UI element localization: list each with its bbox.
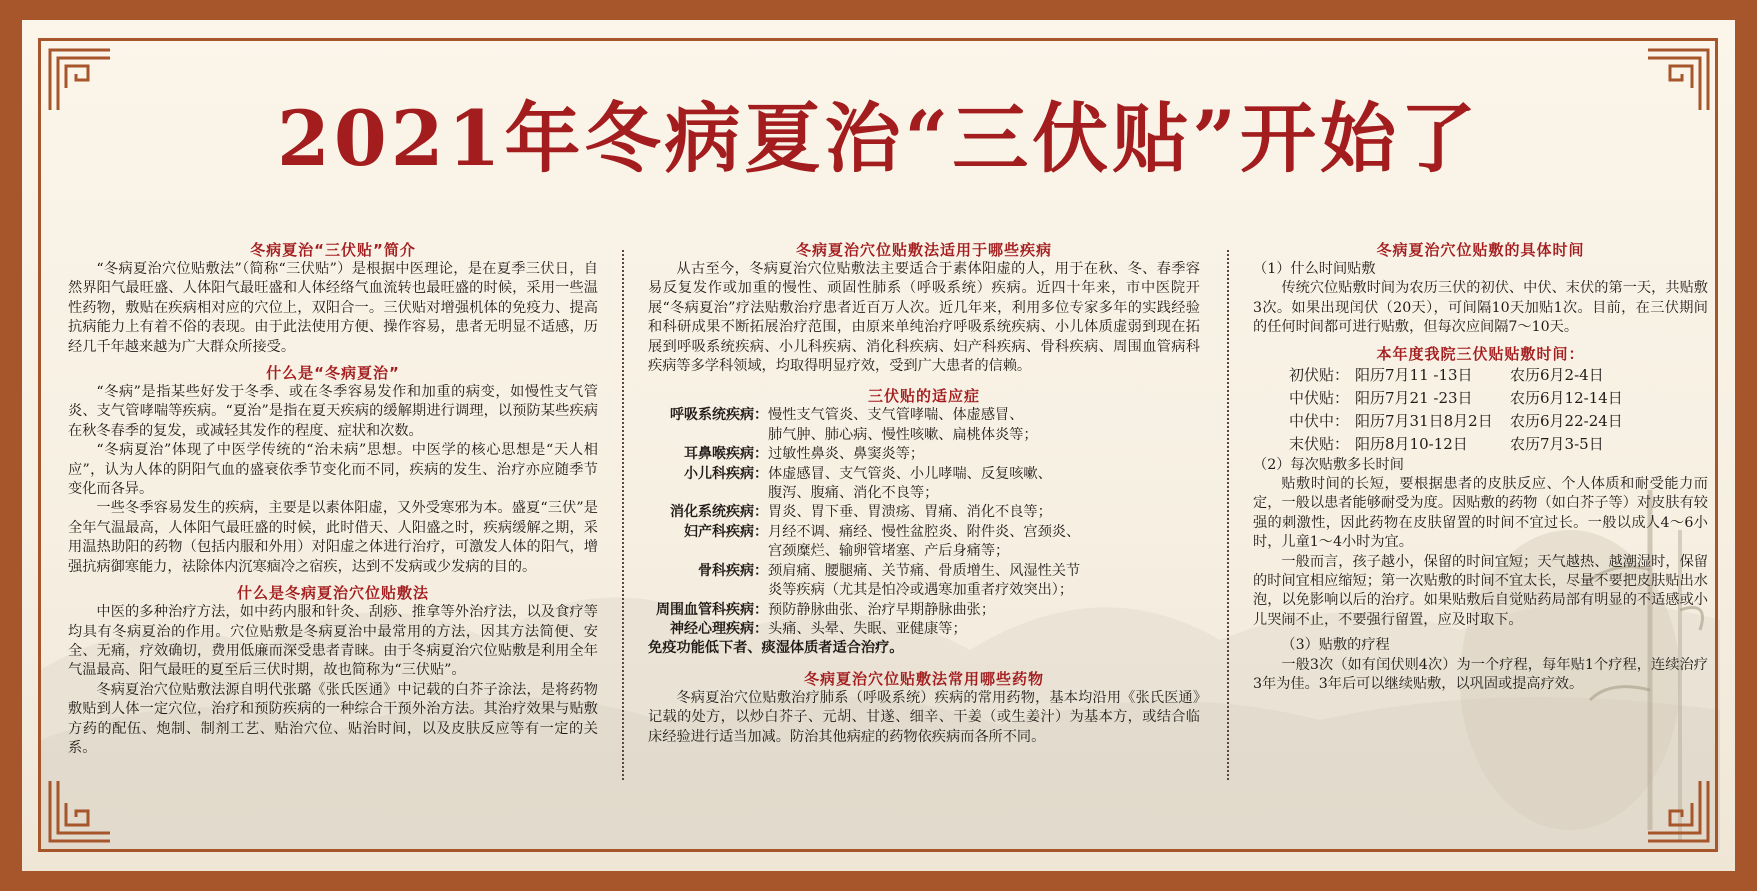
paragraph: “冬病夏治”体现了中医学传统的“治未病”思想。中医学的核心思想是“天人相应”，认为人体的阴阳气血的盛衰依季节变化而不同，疾病的发生、治疗亦应随季节变化而各异。 — [68, 442, 598, 498]
section-heading: 冬病夏治“三伏贴”简介 — [250, 241, 416, 259]
schedule-name: 中伏贴： — [1288, 388, 1349, 407]
schedule-solar: 阳历7月31日8月2日 — [1355, 411, 1493, 430]
schedule-name: 中伏中： — [1288, 411, 1349, 430]
indication-row — [648, 406, 1200, 425]
indication-text: 慢性支气管炎、支气管哮喘、体虚感冒、 — [768, 407, 1024, 424]
indication-label: 妇产科疾病： — [684, 523, 768, 540]
indication-text: 过敏性鼻炎、鼻窦炎等； — [768, 446, 925, 463]
paragraph: “冬病夏治穴位贴敷法”（简称“三伏贴”）是根据中医理论，是在夏季三伏日，自然界阳气最旺盛、人体阳气最旺盛和人体经络气血流转也最旺盛的时候，采用一些温性药物，敷贴在疾病相对应的穴位上，双阳合一。三伏贴对增强机体的免疫力、提高抗病能力上有着不俗的表现。由于此法使用方便、操作容易，患者无明显不适感，历经几千年越来越为广大群众所接受。 — [68, 261, 598, 355]
subheading: （3）贴敷的疗程 — [1281, 637, 1390, 654]
schedule-lunar: 农历7月3-5日 — [1510, 434, 1604, 453]
schedule-lunar: 农历6月22-24日 — [1510, 411, 1623, 430]
paragraph: 贴敷时间的长短，要根据患者的皮肤反应、个人体质和耐受能力而定，一般以患者能够耐受为度。因贴敷的药物（如白芥子等）对皮肤有较强的刺激性，因此药物在皮肤留置的时间不宜过长。一般以成人4～6小时，儿童1～4小时为宜。 — [1253, 476, 1708, 551]
schedule-solar: 阳历8月10-12日 — [1355, 434, 1468, 453]
schedule-row — [1253, 364, 1708, 387]
indication-text: 胃炎、胃下垂、胃溃疡、胃痛、消化不良等； — [768, 504, 1052, 521]
column-divider-right — [1227, 250, 1229, 780]
indication-row — [648, 523, 1200, 542]
section-heading: 什么是“冬病夏治” — [266, 364, 400, 383]
indication-row — [648, 620, 1200, 639]
indication-label: 小儿科疾病： — [684, 465, 768, 482]
schedule-row — [1253, 387, 1708, 410]
subheading: （2）每次贴敷多长时间 — [1253, 456, 1404, 473]
indication-note: 免疫功能低下者、痰湿体质者适合治疗。 — [648, 640, 904, 657]
indication-row — [648, 465, 1200, 484]
indication-list — [648, 406, 1200, 639]
indication-label: 骨科疾病： — [698, 562, 768, 579]
corner-ornament-bottom-left — [48, 779, 112, 843]
schedule-solar: 阳历7月11 -13日 — [1355, 365, 1473, 384]
subheading: （1）什么时间贴敷 — [1253, 261, 1376, 277]
paragraph: 一般3次（如有闰伏则4次）为一个疗程，每年贴1个疗程，连续治疗3年为佳。3年后可以继续贴敷，以巩固或提高疗效。 — [1253, 656, 1708, 693]
paragraph: “冬病”是指某些好发于冬季、或在冬季容易发作和加重的病变，如慢性支气管炎、支气管哮喘等疾病。“夏治”是指在夏天疾病的缓解期进行调理，以预防某些疾病在秋冬春季的复发，或减轻其发作的程度、症状和次数。 — [68, 384, 598, 439]
section-heading: 什么是冬病夏治穴位贴敷法 — [236, 584, 429, 603]
section-heading: 本年度我院三伏贴贴敷时间： — [1376, 344, 1585, 363]
corner-ornament-bottom-right — [1646, 779, 1710, 843]
indication-row — [648, 426, 1200, 445]
schedule-table — [1253, 364, 1708, 456]
indication-text: 肺气肿、肺心病、慢性咳嗽、扁桃体炎等； — [768, 426, 1038, 443]
paragraph: 传统穴位贴敷时间为农历三伏的初伏、中伏、末伏的第一天，共贴敷3次。如果出现闰伏（20天），可间隔10天加贴1次。目前，在三伏期间的任何时间都可进行贴敷，但每次应间隔7～10天。 — [1253, 280, 1708, 336]
indication-row — [648, 503, 1200, 522]
indication-text: 预防静脉曲张、治疗早期静脉曲张； — [768, 601, 996, 618]
indication-text: 腹泻、腹痛、消化不良等； — [768, 485, 939, 502]
indication-text: 颈肩痛、腰腿痛、关节痛、骨质增生、风湿性关节 — [768, 562, 1081, 579]
indication-text: 头痛、头晕、失眠、亚健康等； — [768, 620, 967, 637]
indication-row — [648, 445, 1200, 464]
indication-row — [648, 484, 1200, 503]
paragraph: 一些冬季容易发生的疾病，主要是以素体阳虚，又外受寒邪为本。盛夏“三伏”是全年气温最高，人体阳气最旺盛的时候，此时借天、人阳盛之时，疾病缓解之期，采用温热助阳的药物（包括内服和外用）对阳虚之体进行治疗，可激发人体的阳气，增强抗病御寒能力，祛除体内沉寒痼冷之宿疾，达到不发病或少发病的目的。 — [68, 500, 598, 575]
section-heading: 三伏贴的适应症 — [867, 387, 980, 406]
indication-text: 炎等疾病（尤其是怕冷或遇寒加重者疗效突出）； — [768, 582, 1074, 599]
schedule-lunar: 农历6月2-4日 — [1510, 365, 1604, 384]
schedule-row — [1253, 410, 1708, 433]
schedule-name: 末伏贴： — [1288, 434, 1349, 453]
column-timing — [1253, 240, 1708, 695]
indication-text: 宫颈糜烂、输卵管堵塞、产后身痛等； — [768, 543, 1010, 560]
paragraph: 一般而言，孩子越小，保留的时间宜短；天气越热、越潮湿时，保留的时间宜相应缩短；第一次贴敷的时间不宜太长，尽量不要把皮肤贴出水泡，以免影响以后的治疗。如果贴敷后自觉贴药局部有明显的不适感或小儿哭闹不止，不要强行留置，应及时取下。 — [1253, 553, 1708, 628]
indication-row — [648, 562, 1200, 581]
paragraph: 冬病夏治穴位贴敷法源自明代张璐《张氏医通》中记载的白芥子涂法，是将药物敷贴到人体一定穴位，治疗和预防疾病的一种综合干预外治方法。其治疗效果与贴敷方药的配伍、炮制、制剂工艺、贴治穴位、贴治时间，以及皮肤反应等有一定的关系。 — [68, 681, 598, 756]
column-indications — [648, 240, 1200, 747]
paragraph: 中医的多种治疗方法，如中药内服和针灸、刮痧、推拿等外治疗法，以及食疗等均具有冬病夏治的作用。穴位贴敷是冬病夏治中最常用的方法，因其方法简便、安全、无痛，疗效确切，费用低廉而深受患者青睐。由于冬病夏治穴位贴敷是利用全年气温最高、阳气最旺的夏至后三伏时期，故也简称为“三伏贴”。 — [68, 604, 598, 679]
section-heading: 冬病夏治穴位贴敷法适用于哪些疾病 — [795, 241, 1052, 259]
schedule-lunar: 农历6月12-14日 — [1510, 388, 1623, 407]
paragraph: 从古至今，冬病夏治穴位贴敷法主要适合于素体阳虚的人，用于在秋、冬、春季容易反复发作或加重的慢性、顽固性肺系（呼吸系统）疾病。近四十年来，市中医院开展“冬病夏治”疗法贴敷治疗患者近百万人次。近几年来，利用多位专家多年的实践经验和科研成果不断拓展治疗范围，由原来单纯治疗呼吸系统疾病、小儿体质虚弱到现在拓展到呼吸系统疾病、小儿科疾病、消化科疾病、妇产科疾病、骨科疾病、周围血管病科疾病等多学科领域，均取得明显疗效，受到广大患者的信赖。 — [648, 261, 1200, 375]
indication-label: 周围血管科疾病： — [656, 601, 768, 618]
schedule-solar: 阳历7月21 -23日 — [1355, 388, 1473, 407]
schedule-row — [1253, 433, 1708, 456]
indication-text: 月经不调、痛经、慢性盆腔炎、附件炎、宫颈炎、 — [768, 523, 1081, 540]
indication-row — [648, 542, 1200, 561]
column-introduction — [68, 240, 598, 758]
page-title: 2021年冬病夏治“三伏贴”开始了 — [277, 94, 1480, 183]
indication-label: 神经心理疾病： — [670, 620, 768, 637]
schedule-name: 初伏贴： — [1288, 365, 1349, 384]
indication-label: 耳鼻喉疾病： — [684, 446, 768, 463]
paragraph: 冬病夏治穴位贴敷治疗肺系（呼吸系统）疾病的常用药物，基本均沿用《张氏医通》记载的处方，以炒白芥子、元胡、甘遂、细辛、干姜（或生姜汁）为基本方，或结合临床经验进行适当加减。防治其他病症的药物依疾病而各所不同。 — [648, 689, 1200, 745]
section-heading: 冬病夏治穴位贴敷法常用哪些药物 — [803, 669, 1044, 688]
indication-label: 消化系统疾病： — [670, 504, 768, 521]
indication-text: 体虚感冒、支气管炎、小儿哮喘、反复咳嗽、 — [768, 465, 1052, 482]
column-divider-left — [622, 250, 624, 780]
indication-label: 呼吸系统疾病： — [670, 407, 768, 424]
indication-row — [648, 601, 1200, 620]
indication-row — [648, 581, 1200, 600]
section-heading: 冬病夏治穴位贴敷的具体时间 — [1376, 241, 1585, 259]
